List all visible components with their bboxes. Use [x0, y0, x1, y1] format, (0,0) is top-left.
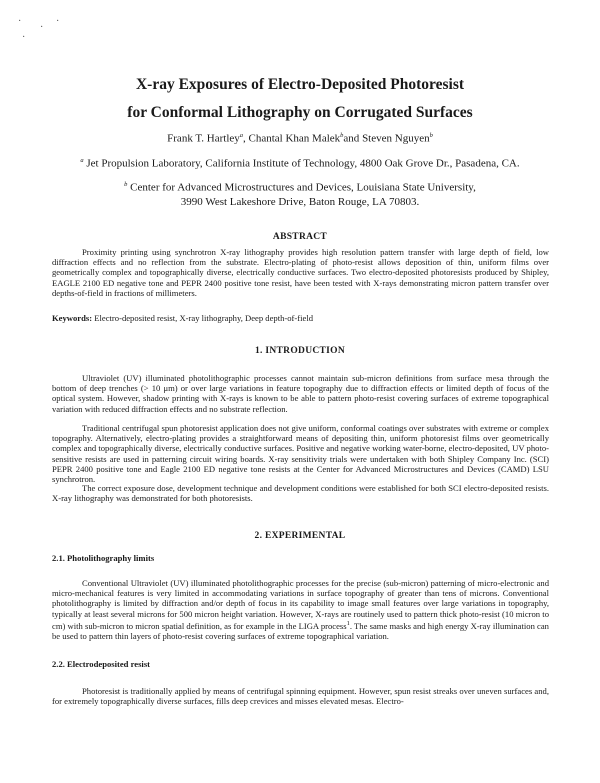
section-heading-introduction: 1. INTRODUCTION	[254, 346, 345, 356]
scan-speck: ·	[18, 16, 22, 27]
intro-paragraph-1: Ultraviolet (UV) illuminated photolithographic processes cannot maintain sub-micron definitions from surface mesa through the bottom of deep trenches (> 10 μm) or over large variations in feature topography due to diffraction effects or limited depth of focus of the optical system. However, shadow printing with X-rays is known to be able to pattern photo-resist covering surfaces of extreme topographical variation with reduced diffraction effects and no substrate reflection.	[52, 373, 549, 414]
experimental-paragraph-2: Photoresist is traditionally applied by means of centrifugal spinning equipment. However, spun resist streaks over uneven surfaces and, for extremely topographically diverse surfaces, fills deep crevices and misses elevated mesas. Electro-	[52, 686, 549, 707]
affiliation-b-line2: 3990 West Lakeshore Drive, Baton Rouge, LA 70803.	[180, 196, 420, 208]
scan-speck: ·	[22, 32, 26, 43]
keywords-line	[52, 313, 313, 323]
experimental-paragraph-1-text-cont: . The same masks and high energy X-ray illumination can be used to pattern thin layers of photo-resist covering surfaces of extreme topographical variation.	[52, 620, 549, 641]
author-affiliation-mark: b	[429, 132, 433, 139]
affiliation-mark: a	[80, 157, 84, 164]
affiliation-a	[0, 157, 600, 170]
author-name: Frank T. Hartley	[167, 132, 240, 145]
subsection-heading-2-1: 2.1. Photolithography limits	[52, 553, 155, 563]
author-affiliation-mark: a	[239, 132, 244, 139]
experimental-paragraph-1-text: Conventional Ultraviolet (UV) illuminated photolithographic processes for the precise (sub-micron) patterning of micro-electronic and micro-mechanical features is very limited in accommodating variations in surface topography of greater than tens of microns. Conventional photolithography is limited by diffraction and/or depth of focus in its capability to image small features over large variations in topography, typically at least several microns for 500 micron height variation. However, X-rays are routinely used to pattern thick photo-resist (10 micron to cm) with sub-micron to micron spatial definition, as for example in the LIGA process	[52, 578, 549, 631]
scan-speck: ·	[56, 16, 60, 27]
intro-paragraph-2: Traditional centrifugal spun photoresist application does not give uniform, conformal coatings over substrates with extreme or complex topography. Alternatively, electro-plating provides a straightforward means of depositing thin, uniform photoresist films over geometrically complex and topographically diverse, electrically conductive surfaces. Positive and negative working water-borne, electro-deposited, UV photo-sensitive resists are used in patterning circuit wiring boards. X-ray sensitivity trials were undertaken with both Shipley Company Inc. (SCI) PEPR 2400 positive tone and Eagle 2100 ED negative tone resists at the Center for Advanced Microstructures and Devices (CAMD) LSU synchrotron.	[52, 423, 549, 485]
subsection-heading-2-2: 2.2. Electrodeposited resist	[52, 659, 151, 669]
paper-title-line2: for Conformal Lithography on Corrugated Surfaces	[127, 104, 473, 121]
abstract-text: Proximity printing using synchrotron X-ray lithography provides high resolution pattern transfer with large depth of field, low diffraction effects and no reflection from the substrate. Electro-plating of photo-resist allows deposition of thin, uniform films over geometrically complex and topographically diverse, electrically conductive surfaces. Two electro-deposited photoresists produced by Shipley, EAGLE 2100 ED negative tone and PEPR 2400 positive tone resist, have been tested with X-rays demonstrating micron pattern transfer over depths-of-field in fractions of millimeters.	[52, 247, 549, 298]
author-name: Chantal Khan Malek	[248, 132, 341, 145]
affiliation-b-line1	[0, 181, 600, 194]
reference-mark: 1	[346, 619, 350, 627]
affiliation-mark: b	[124, 181, 128, 188]
paper-title-line1: X-ray Exposures of Electro-Deposited Photoresist	[135, 76, 465, 93]
keywords-label: Keywords:	[52, 313, 93, 323]
author-affiliation-mark: b	[340, 132, 344, 139]
affiliation-b-text: Center for Advanced Microstructures and Devices, Louisiana State University,	[130, 181, 476, 194]
scan-speck: ·	[40, 22, 44, 33]
author-name: Steven Nguyen	[362, 132, 430, 145]
keywords-text: Electro-deposited resist, X-ray lithography, Deep depth-of-field	[94, 313, 314, 323]
affiliation-a-text: Jet Propulsion Laboratory, California Institute of Technology, 4800 Oak Grove Dr., Pasadena, CA.	[86, 157, 520, 170]
intro-paragraph-3: The correct exposure dose, development technique and development conditions were established for both SCI electro-deposited resists. X-ray lithography was demonstrated for both photoresists.	[52, 483, 549, 504]
author-line: Frank T. Hartley$^a$, Chantal Khan Malek$^b$and Steven Nguyen$^b$	[167, 132, 433, 145]
abstract-heading: ABSTRACT	[272, 232, 328, 242]
section-heading-experimental: 2. EXPERIMENTAL	[254, 531, 346, 541]
experimental-paragraph-1	[52, 578, 549, 641]
